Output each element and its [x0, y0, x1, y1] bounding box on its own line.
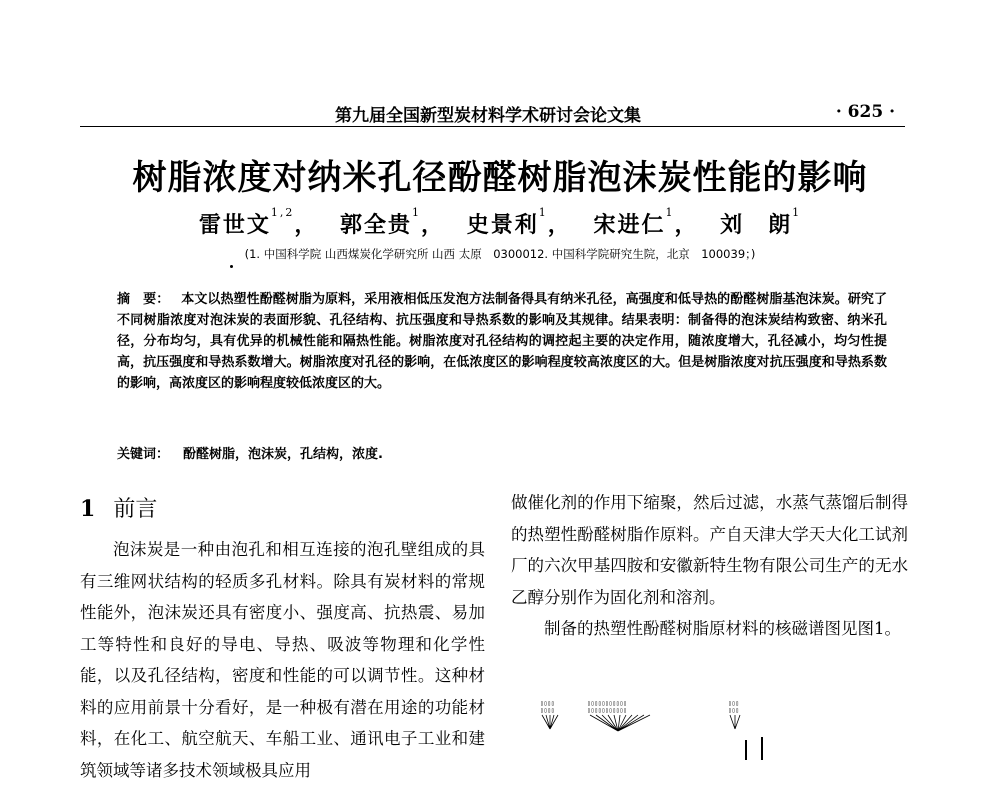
- spectrum-peaks: [746, 737, 762, 760]
- svg-text:▯▯▯▯▯▯▯▯▯▯▯: ▯▯▯▯▯▯▯▯▯▯▯: [587, 707, 627, 714]
- running-title: 第九届全国新型炭材料学术研讨会论文集: [335, 106, 641, 126]
- running-header: [80, 100, 905, 127]
- peak-labels-group-3: [728, 700, 739, 714]
- keywords-text: 酚醛树脂，泡沫炭，孔结构，浓度.: [183, 447, 383, 462]
- abstract-label: 摘 要：: [117, 292, 170, 307]
- materials-paragraph: 做催化剂的作用下缩聚，然后过滤，水蒸气蒸馏后制得的热塑性酚醛树脂作原料。产自天津大学天大化工试剂厂的六次甲基四胺和安徽新特生物有限公司生产的无水乙醇分别作为固化剂和溶剂。: [511, 493, 908, 607]
- intro-paragraph: 泡沫炭是一种由泡孔和相互连接的泡孔壁组成的具有三维网状结构的轻质多孔材料。除具有炭材料的常规性能外，泡沫炭还具有密度小、强度高、抗热震、易加工等特性和良好的导电、导热、吸波等物理和化学性能，以及孔径结构，密度和性能的可以调节性。这种材料的应用前景十分看好，是一种极有潜在用途的功能材料，在化工、航空航天、车船工业、通讯电子工业和建筑领域等诸多技术领域极具应用: [80, 540, 485, 780]
- section-number: 1: [80, 496, 96, 522]
- svg-text:▯▯▯▯: ▯▯▯▯: [540, 700, 555, 707]
- keywords-label: 关键词：: [117, 447, 170, 462]
- affiliation: (1. 中国科学院 山西煤炭化学研究所 山西 太原 0300012. 中国科学院研究生院，北京 100039；): [244, 247, 756, 261]
- section-heading: [80, 492, 157, 523]
- svg-text:▯▯▯▯: ▯▯▯▯: [540, 707, 555, 714]
- abstract-text: 本文以热塑性酚醛树脂为原料，采用液相低压发泡方法制备得具有纳米孔径，高强度和低导热的酚醛树脂基泡沫炭。研究了不同树脂浓度对泡沫炭的表面形貌、孔径结构、抗压强度和导热系数的影响及其规律。结果表明：制备得的泡沫炭结构致密、纳米孔径，分布均匀，具有优异的机械性能和隔热性能。树脂浓度对孔径结构的调控起主要的决定作用，随浓度增大，孔径减小，均匀性提高，抗压强度和导热系数增大。树脂浓度对孔径的影响，在低浓度区的影响程度较高浓度区的大。但是树脂浓度对抗压强度和导热系数的影响，高浓度区的影响程度较低浓度区的大。: [117, 292, 887, 391]
- svg-text:▯▯▯: ▯▯▯: [728, 707, 739, 714]
- author: 史景利$^1$，: [466, 206, 572, 238]
- keywords: [117, 443, 887, 462]
- page-number: · 625 ·: [835, 102, 895, 122]
- author: 宋进仁$^1$，: [593, 206, 699, 238]
- nmr-spectrum-figure: [540, 695, 800, 760]
- label-leader-lines: [542, 715, 740, 731]
- peak-labels-group-2: [587, 700, 627, 714]
- left-column: [80, 534, 485, 786]
- peak-labels-group-1: [540, 700, 554, 714]
- author: 刘 朗$^1$: [720, 206, 802, 238]
- figure-reference-paragraph: 制备的热塑性酚醛树脂原材料的核磁谱图见图1。: [544, 619, 901, 638]
- svg-text:▯▯▯: ▯▯▯: [728, 700, 739, 707]
- author: 郭全贵$^1$，: [340, 206, 446, 238]
- section-title: 前言: [113, 497, 158, 522]
- right-column: [511, 487, 908, 645]
- author-list: [0, 208, 1000, 239]
- abstract: [117, 289, 887, 394]
- svg-text:▯▯▯▯▯▯▯▯▯▯▯: ▯▯▯▯▯▯▯▯▯▯▯: [587, 700, 627, 707]
- stray-dot: [230, 265, 233, 268]
- paper-title: 树脂浓度对纳米孔径酚醛树脂泡沫炭性能的影响: [132, 158, 868, 198]
- author: 雷世文$^{1,2}$，: [198, 206, 319, 238]
